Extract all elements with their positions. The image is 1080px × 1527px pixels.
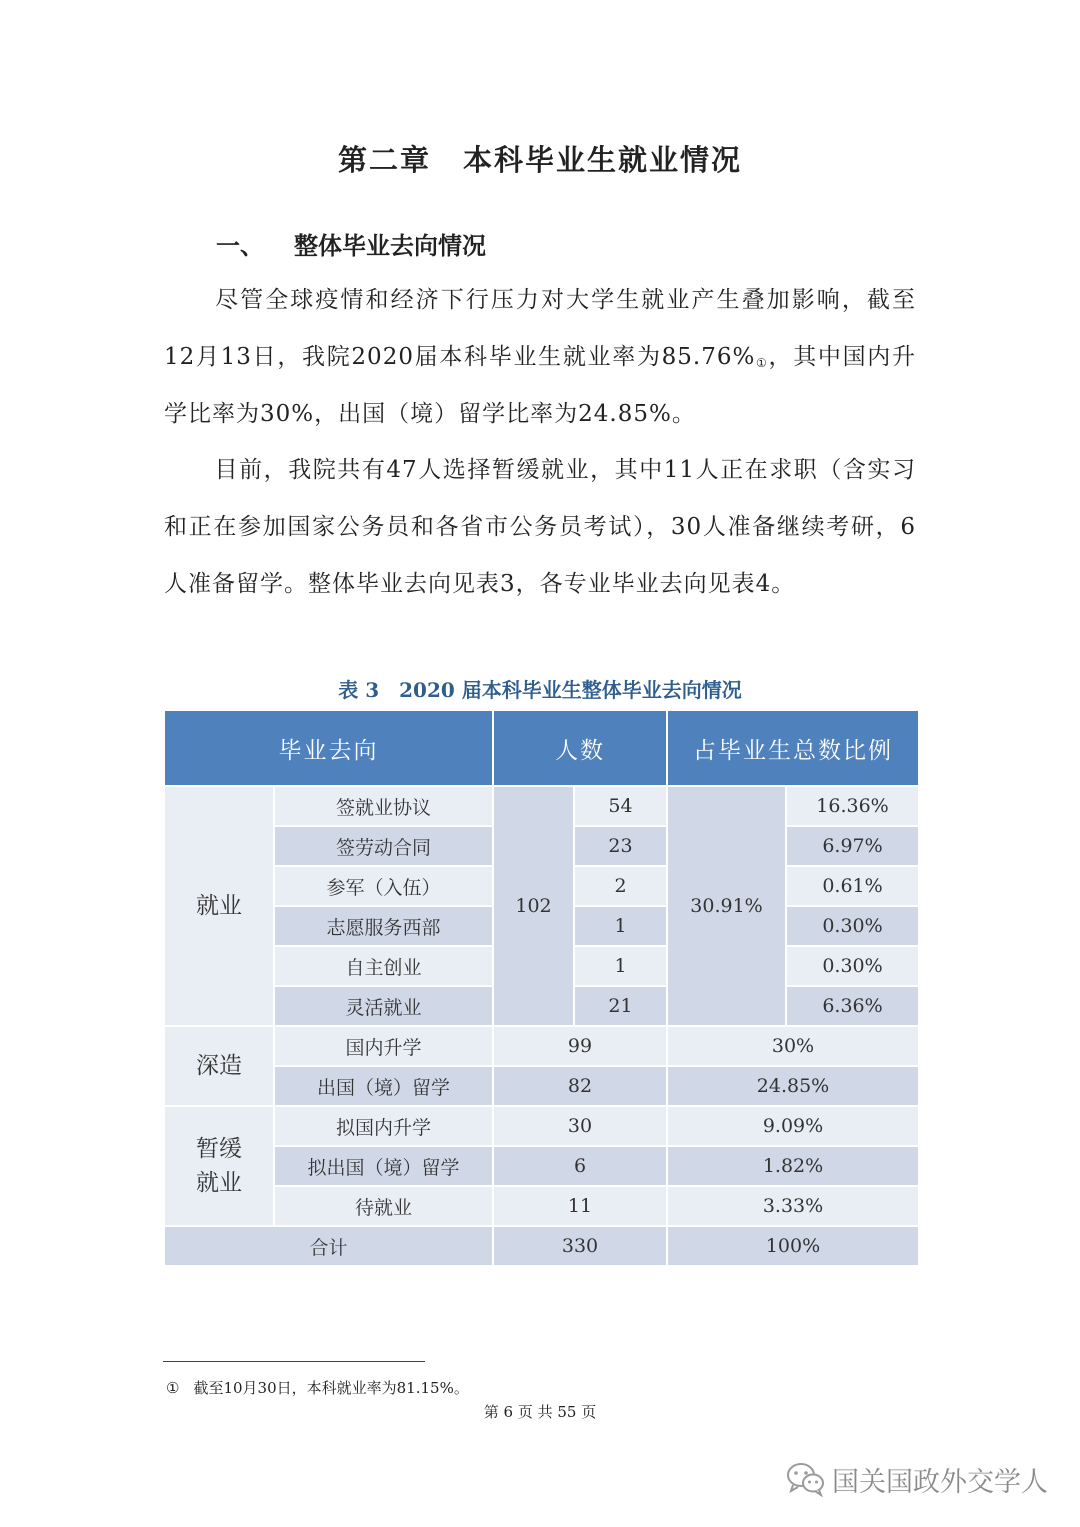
row-label: 签就业协议 [274,786,493,826]
row-count: 11 [493,1186,667,1226]
footnote-ref: ① [755,356,769,370]
row-label: 待就业 [274,1186,493,1226]
row-count: 23 [574,826,667,866]
row-percent: 0.30% [786,906,919,946]
total-label: 合计 [164,1226,493,1266]
footnote-divider [163,1361,425,1362]
section-number: 一、 [216,232,264,260]
section-title: 整体毕业去向情况 [294,232,486,260]
group-deferred-line1: 暂缓 [196,1136,242,1162]
row-percent: 0.61% [786,866,919,906]
paragraph-1-text-b: ，其中国内升学比率为30%，出国（境）留学比率为24.85%。 [164,344,916,427]
row-label: 拟国内升学 [274,1106,493,1146]
row-label: 国内升学 [274,1026,493,1066]
table-row [164,1026,919,1066]
row-count: 6 [493,1146,667,1186]
row-label: 自主创业 [274,946,493,986]
row-count: 21 [574,986,667,1026]
row-percent: 1.82% [667,1146,919,1186]
watermark-text: 国关国政外交学人 [832,1466,1048,1498]
row-label: 出国（境）留学 [274,1066,493,1106]
row-count: 30 [493,1106,667,1146]
wechat-icon [786,1461,826,1497]
section-heading [216,226,486,261]
row-count: 1 [574,946,667,986]
page-number: 第 6 页 共 55 页 [483,1403,597,1421]
group-deferred-line2: 就业 [196,1170,242,1196]
row-count: 54 [574,786,667,826]
table-row [164,1106,919,1146]
table-row [164,1146,919,1186]
row-count: 82 [493,1066,667,1106]
header-percent: 占毕业生总数比例 [667,710,919,786]
row-label: 参军（入伍） [274,866,493,906]
footnote-marker: ① [166,1379,180,1397]
paragraph-2 [164,442,916,613]
footnote-text: 截至10月30日，本科就业率为81.15%。 [193,1379,469,1397]
table-header-row [164,710,919,786]
total-count: 330 [493,1226,667,1266]
table-caption: 表 3 2020 届本科毕业生整体毕业去向情况 [338,678,742,702]
row-percent: 6.97% [786,826,919,866]
paragraph-2-text: 目前，我院共有47人选择暂缓就业，其中11人正在求职（含实习和正在参加国家公务员和各省市公务员考试），30人准备继续考研，6人准备留学。整体毕业去向见表3，各专业毕业去向见表4。 [164,457,916,597]
row-count: 99 [493,1026,667,1066]
paragraph-1 [164,272,916,443]
paragraph-1-text-a: 尽管全球疫情和经济下行压力对大学生就业产生叠加影响，截至12月13日，我院2020届本科毕业生就业率为85.76% [164,287,916,370]
row-label: 志愿服务西部 [274,906,493,946]
table-total-row [164,1226,919,1266]
row-count: 2 [574,866,667,906]
row-count: 1 [574,906,667,946]
row-label: 签劳动合同 [274,826,493,866]
table-row [164,1186,919,1226]
chapter-name: 本科毕业生就业情况 [463,143,743,177]
row-percent: 6.36% [786,986,919,1026]
row-label: 拟出国（境）留学 [274,1146,493,1186]
row-label: 灵活就业 [274,986,493,1026]
header-count: 人数 [493,710,667,786]
row-percent: 24.85% [667,1066,919,1106]
row-percent: 9.09% [667,1106,919,1146]
table-row [164,786,919,826]
row-percent: 30% [667,1026,919,1066]
watermark [786,1457,1048,1501]
footnote [166,1377,469,1398]
row-percent: 3.33% [667,1186,919,1226]
header-destination: 毕业去向 [164,710,493,786]
employment-total-count: 102 [493,786,574,1026]
group-deferred [164,1106,274,1226]
total-percent: 100% [667,1226,919,1266]
group-employment: 就业 [164,786,274,1026]
group-further-study: 深造 [164,1026,274,1106]
employment-total-percent: 30.91% [667,786,786,1026]
graduation-destination-table [163,709,920,1267]
table-row [164,1066,919,1106]
chapter-title [0,138,1080,179]
row-percent: 0.30% [786,946,919,986]
chapter-number: 第二章 [337,143,431,177]
row-percent: 16.36% [786,786,919,826]
